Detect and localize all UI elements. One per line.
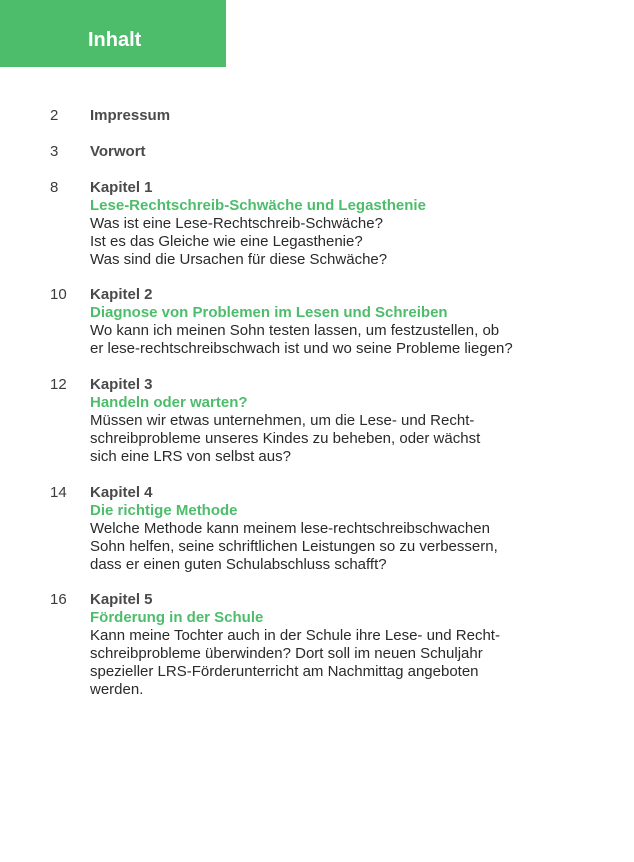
toc-entry-body — [90, 286, 570, 358]
chapter-description-line: schreibprobleme überwinden? Dort soll im neuen Schuljahr — [90, 645, 483, 662]
toc-page-number: 16 — [50, 591, 67, 608]
chapter-title: Diagnose von Problemen im Lesen und Schreiben — [90, 304, 448, 321]
chapter-label: Kapitel 1 — [90, 179, 153, 196]
toc-entry-body — [90, 179, 570, 269]
chapter-description-line: werden. — [90, 681, 144, 698]
toc-page-number: 10 — [50, 286, 67, 303]
toc-entry-body — [90, 107, 570, 125]
toc-label: Impressum — [90, 107, 171, 124]
chapter-label: Kapitel 2 — [90, 286, 153, 303]
toc-label: Vorwort — [90, 143, 146, 160]
chapter-description-line: Wo kann ich meinen Sohn testen lassen, um festzustellen, ob — [90, 322, 500, 339]
chapter-description-line: Welche Methode kann meinem lese-rechtschreibschwachen — [90, 520, 490, 537]
chapter-description-line: Sohn helfen, seine schriftlichen Leistungen so zu verbessern, — [90, 538, 498, 555]
toc-page-number: 2 — [50, 107, 59, 124]
header-bar — [0, 0, 226, 67]
chapter-description-line: Was ist eine Lese-Rechtschreib-Schwäche? — [90, 215, 383, 232]
chapter-description-line: dass er einen guten Schulabschluss schafft? — [90, 556, 387, 573]
toc-entry-body — [90, 591, 570, 699]
toc-page-number: 14 — [50, 484, 67, 501]
toc-entry-body — [90, 143, 570, 161]
page-title: Inhalt — [88, 29, 142, 51]
toc-entry-body — [90, 484, 570, 574]
chapter-title: Lese-Rechtschreib-Schwäche und Legasthenie — [90, 197, 426, 214]
chapter-title: Handeln oder warten? — [90, 394, 248, 411]
toc-page-number: 3 — [50, 143, 59, 160]
chapter-label: Kapitel 5 — [90, 591, 153, 608]
chapter-description-line: Kann meine Tochter auch in der Schule ihre Lese- und Recht- — [90, 627, 500, 644]
toc-page-number: 12 — [50, 376, 67, 393]
chapter-description-line: schreibprobleme unseres Kindes zu beheben, oder wächst — [90, 430, 481, 447]
chapter-description-line: spezieller LRS-Förderunterricht am Nachmittag angeboten — [90, 663, 479, 680]
chapter-description-line: er lese-rechtschreibschwach ist und wo seine Probleme liegen? — [90, 340, 513, 357]
chapter-title: Förderung in der Schule — [90, 609, 264, 626]
chapter-description-line: sich eine LRS von selbst aus? — [90, 448, 291, 465]
chapter-title: Die richtige Methode — [90, 502, 238, 519]
toc-page-number: 8 — [50, 179, 59, 196]
chapter-label: Kapitel 4 — [90, 484, 153, 501]
chapter-description-line: Was sind die Ursachen für diese Schwäche? — [90, 251, 388, 268]
chapter-label: Kapitel 3 — [90, 376, 153, 393]
toc-entry-body — [90, 376, 570, 466]
chapter-description-line: Ist es das Gleiche wie eine Legasthenie? — [90, 233, 363, 250]
chapter-description-line: Müssen wir etwas unternehmen, um die Lese- und Recht- — [90, 412, 475, 429]
